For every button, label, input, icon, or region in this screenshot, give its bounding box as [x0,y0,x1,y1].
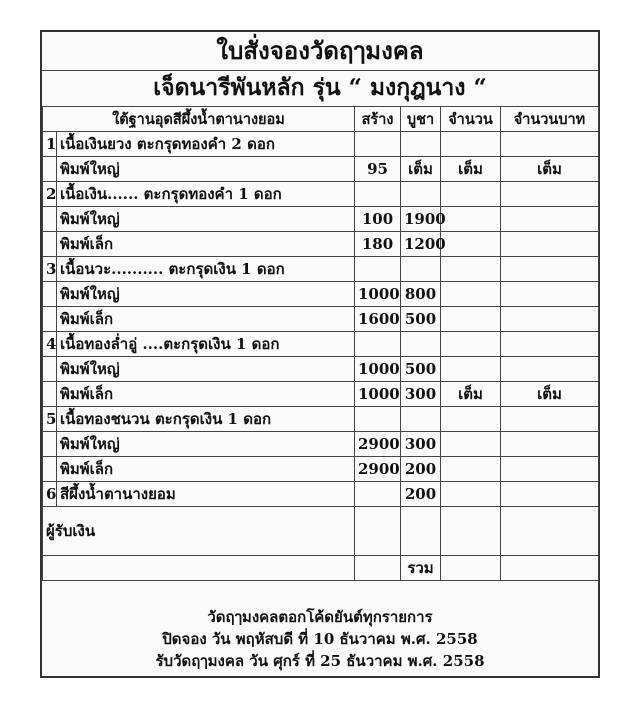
row-label: พิมพ์เล็ก [57,382,355,407]
row-create [355,407,401,432]
row-amount[interactable] [501,357,599,382]
row-create [355,332,401,357]
row-create [355,132,401,157]
form-subtitle: เจ็ดนารีพันหลัก รุ่น “ มงกุฎนาง “ [42,70,598,107]
form-footer [42,604,598,678]
row-create: 2900 [355,457,401,482]
row-price: 300 [401,382,441,407]
row-amount[interactable] [501,482,599,507]
row-create: 180 [355,232,401,257]
row-qty[interactable] [441,307,501,332]
table-row [43,457,599,482]
row-amount[interactable]: เต็ม [501,157,599,182]
row-amount[interactable] [501,332,599,357]
row-qty[interactable] [441,457,501,482]
row-label: พิมพ์ใหญ่ [57,282,355,307]
row-number: 6 [43,482,57,507]
row-qty[interactable] [441,332,501,357]
total-row [43,556,599,581]
table-row [43,307,599,332]
row-amount[interactable]: เต็ม [501,382,599,407]
row-qty[interactable] [441,232,501,257]
table-row [43,482,599,507]
table-row [43,282,599,307]
total-blank-cell [43,556,355,581]
row-qty[interactable] [441,482,501,507]
row-price: เต็ม [401,157,441,182]
order-rows [43,132,599,507]
row-amount[interactable] [501,182,599,207]
row-price: 500 [401,357,441,382]
row-number [43,282,57,307]
table-row [43,407,599,432]
row-label: เนื้อทองชนวน ตะกรุดเงิน 1 ดอก [57,407,355,432]
row-price: 1900 [401,207,441,232]
form-title: ใบสั่งจองวัดฤๅมงคล [42,32,598,71]
row-price: 1200 [401,232,441,257]
table-row [43,382,599,407]
row-label: พิมพ์เล็ก [57,307,355,332]
row-qty[interactable] [441,207,501,232]
table-row [43,332,599,357]
table-header-row [43,107,599,132]
row-number [43,232,57,257]
row-create [355,257,401,282]
row-qty[interactable]: เต็ม [441,382,501,407]
row-number [43,207,57,232]
row-create: 100 [355,207,401,232]
total-label: รวม [401,556,441,581]
order-table [42,106,599,581]
total-amount-cell[interactable] [501,556,599,581]
order-form [40,30,600,678]
row-label: เนื้อเงิน...... ตะกรุดทองคำ 1 ดอก [57,182,355,207]
row-price [401,132,441,157]
col-header-price: บูชา [401,107,441,132]
table-row [43,232,599,257]
row-qty[interactable] [441,182,501,207]
row-number: 1 [43,132,57,157]
row-label: สีผึ้งน้ำตานางยอม [57,482,355,507]
row-price: 200 [401,482,441,507]
row-create [355,182,401,207]
footer-line-3: รับวัดฤๅมงคล วัน ศุกร์ ที่ 25 ธันวาคม พ.ศ. 2558 [155,652,485,670]
col-header-qty: จำนวน [441,107,501,132]
row-number: 4 [43,332,57,357]
table-row [43,357,599,382]
row-price [401,182,441,207]
receiver-qty-cell[interactable] [441,507,501,556]
row-create [355,482,401,507]
row-qty[interactable] [441,132,501,157]
table-row [43,132,599,157]
row-amount[interactable] [501,232,599,257]
row-label: พิมพ์ใหญ่ [57,432,355,457]
row-label: พิมพ์ใหญ่ [57,207,355,232]
row-amount[interactable] [501,132,599,157]
row-qty[interactable] [441,357,501,382]
table-row [43,257,599,282]
receiver-price-cell [401,507,441,556]
table-row [43,432,599,457]
row-qty[interactable] [441,282,501,307]
row-number [43,382,57,407]
receiver-row [43,507,599,556]
row-amount[interactable] [501,257,599,282]
table-row [43,207,599,232]
col-header-amount: จำนวนบาท [501,107,599,132]
table-row [43,157,599,182]
footer-line-1: วัดฤๅมงคลตอกโค้ดยันต์ทุกรายการ [207,608,433,626]
row-number: 5 [43,407,57,432]
row-number [43,157,57,182]
row-create: 95 [355,157,401,182]
row-label: พิมพ์ใหญ่ [57,357,355,382]
row-create: 1000 [355,357,401,382]
col-header-item: ใต้ฐานอุดสีผึ้งน้ำตานางยอม [43,107,355,132]
table-row [43,182,599,207]
row-create: 2900 [355,432,401,457]
row-price: 300 [401,432,441,457]
row-number [43,307,57,332]
row-number [43,457,57,482]
col-header-create: สร้าง [355,107,401,132]
row-create: 1600 [355,307,401,332]
receiver-amount-cell[interactable] [501,507,599,556]
row-price [401,332,441,357]
row-qty[interactable] [441,432,501,457]
row-label: เนื้อเงินยวง ตะกรุดทองคำ 2 ดอก [57,132,355,157]
row-qty[interactable]: เต็ม [441,157,501,182]
row-amount[interactable] [501,432,599,457]
total-qty-cell[interactable] [441,556,501,581]
row-label: พิมพ์เล็ก [57,232,355,257]
receiver-label: ผู้รับเงิน [43,507,355,556]
row-price: 500 [401,307,441,332]
row-price [401,407,441,432]
row-number: 3 [43,257,57,282]
row-label: เนื้อทองล่ำอู่ ....ตะกรุดเงิน 1 ดอก [57,332,355,357]
row-number [43,357,57,382]
row-amount[interactable] [501,307,599,332]
row-price [401,257,441,282]
total-create-cell [355,556,401,581]
row-qty[interactable] [441,257,501,282]
receiver-create-cell [355,507,401,556]
row-qty[interactable] [441,407,501,432]
row-number: 2 [43,182,57,207]
row-amount[interactable] [501,282,599,307]
row-price: 200 [401,457,441,482]
row-create: 1000 [355,282,401,307]
row-amount[interactable] [501,457,599,482]
row-amount[interactable] [501,207,599,232]
row-amount[interactable] [501,407,599,432]
row-price: 800 [401,282,441,307]
row-label: พิมพ์เล็ก [57,457,355,482]
row-label: พิมพ์ใหญ่ [57,157,355,182]
row-label: เนื้อนวะ.......... ตะกรุดเงิน 1 ดอก [57,257,355,282]
row-number [43,432,57,457]
footer-line-2: ปิดจอง วัน พฤหัสบดี ที่ 10 ธันวาคม พ.ศ. 2558 [162,630,478,648]
row-create: 1000 [355,382,401,407]
